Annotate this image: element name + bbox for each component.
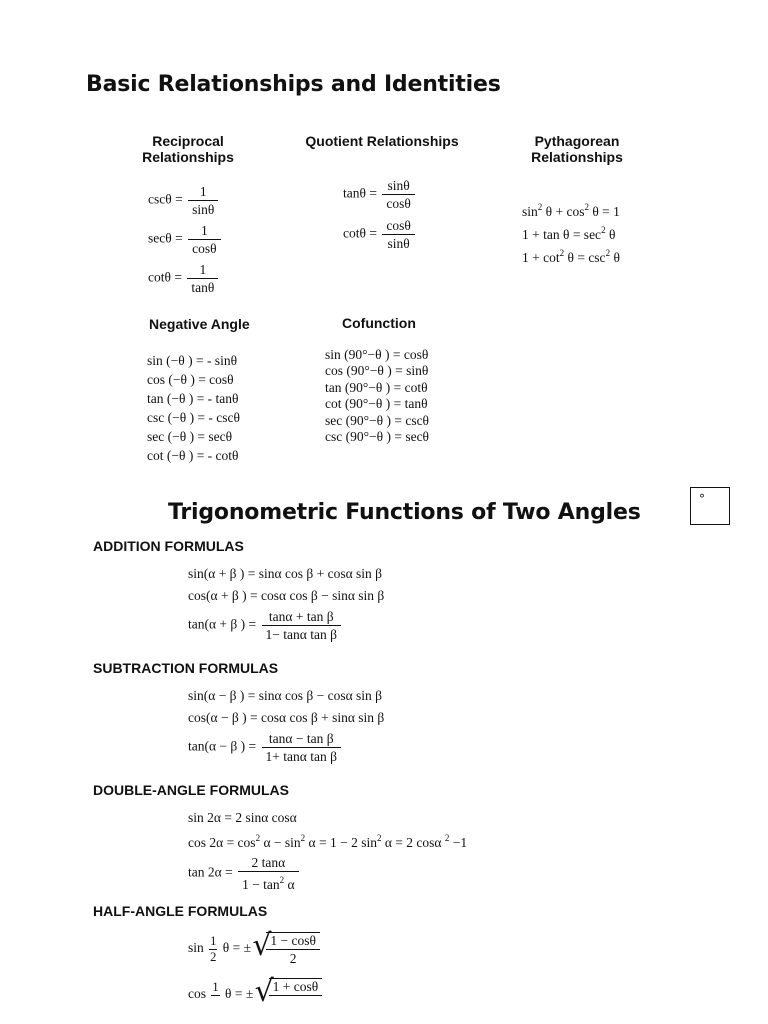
cofunction-list <box>325 347 429 445</box>
negative-angle-list <box>147 351 240 465</box>
heading-quotient: Quotient Relationships <box>305 133 459 149</box>
pythagorean-line-2: $1 + \tan \theta = \sec^2 \theta$ <box>522 225 616 242</box>
half-sin: sin $\frac{1}{2}$ θ = ± √ $\frac{1 - \cos\theta}{2}$ <box>188 932 320 966</box>
pythagorean-line-1: $\sin^2 \theta + \cos^2 \theta = 1$ <box>522 202 620 219</box>
double-sin: sin 2α = 2 sinα cosα <box>188 810 297 825</box>
negative-line: sec (−θ ) = secθ <box>147 429 233 444</box>
heading-pythagorean: Pythagorean Relationships <box>531 133 623 165</box>
reciprocal-cot: cotθ = $\frac{1}{\tan\theta}$ <box>148 262 220 295</box>
subtraction-cos: cos(α − β ) = cosα cos β + sinα sin β <box>188 710 385 725</box>
heading-subtraction: SUBTRACTION FORMULAS <box>93 660 279 676</box>
heading-reciprocal: Reciprocal Relationships <box>142 133 234 165</box>
subtraction-sin: sin(α − β ) = sinα cos β − cosα sin β <box>188 688 383 703</box>
cofunction-line: cot (90°−θ ) = tanθ <box>325 396 428 412</box>
half-cos: cos 1 θ = ± √ 1 + cosθ <box>188 978 322 1012</box>
heading-addition: ADDITION FORMULAS <box>93 538 244 554</box>
degree-box <box>690 487 730 525</box>
negative-line: cot (−θ ) = - cotθ <box>147 448 239 463</box>
cofunction-line: sin (90°−θ ) = cosθ <box>325 347 429 362</box>
negative-line: tan (−θ ) = - tanθ <box>147 391 239 406</box>
cofunction-line: cos (90°−θ ) = sinθ <box>325 363 429 379</box>
quotient-cot: cotθ = $\frac{\cos\theta}{\sin\theta}$ <box>343 218 417 251</box>
negative-line: sin (−θ ) = - sinθ <box>147 353 238 368</box>
heading-cofunction: Cofunction <box>342 315 416 331</box>
negative-line: cos (−θ ) = cosθ <box>147 372 234 387</box>
pythagorean-line-3: $1 + \cot^2 \theta = \csc^2 \theta$ <box>522 248 620 265</box>
quotient-tan: tanθ = $\frac{\sin\theta}{\cos\theta}$ <box>343 178 417 211</box>
negative-line: csc (−θ ) = - cscθ <box>147 410 240 425</box>
section-title-basic: Basic Relationships and Identities <box>86 72 501 97</box>
subtraction-tan: tan(α − β ) = $\frac{\text{tanα − tan β}}{\text{1+ tanα tan β}}$ <box>188 731 343 764</box>
reciprocal-csc: cscθ = $\frac{1}{\sin\theta}$ <box>148 184 220 217</box>
cofunction-line: csc (90°−θ ) = secθ <box>325 429 430 445</box>
heading-double-angle: DOUBLE-ANGLE FORMULAS <box>93 782 289 798</box>
double-tan: tan 2α = $\frac{2 \tan\alpha}{1 - \tan^2 \alpha}$ <box>188 855 301 892</box>
cofunction-line: sec (90°−θ ) = cscθ <box>325 412 430 428</box>
heading-negative-angle: Negative Angle <box>149 316 250 332</box>
section-title-two-angles: Trigonometric Functions of Two Angles <box>168 500 641 525</box>
heading-half-angle: HALF-ANGLE FORMULAS <box>93 903 268 919</box>
cofunction-line: tan (90°−θ ) = cotθ <box>325 379 428 395</box>
reciprocal-sec: secθ = $\frac{1}{\cos\theta}$ <box>148 223 223 256</box>
addition-tan: tan(α + β ) = $\frac{\text{tanα + tan β}}{\text{1− tanα tan β}}$ <box>188 609 343 642</box>
double-cos: $\cos 2\alpha = \cos^2 \alpha - \sin^2 \alpha = 1 - 2$ $\sin^2 \alpha = 2$ cosα $^2$ −1 <box>188 833 468 850</box>
degree-symbol: ° <box>699 492 705 506</box>
addition-cos: cos(α + β ) = cosα cos β − sinα sin β <box>188 588 385 603</box>
addition-sin: sin(α + β ) = sinα cos β + cosα sin β <box>188 566 383 581</box>
